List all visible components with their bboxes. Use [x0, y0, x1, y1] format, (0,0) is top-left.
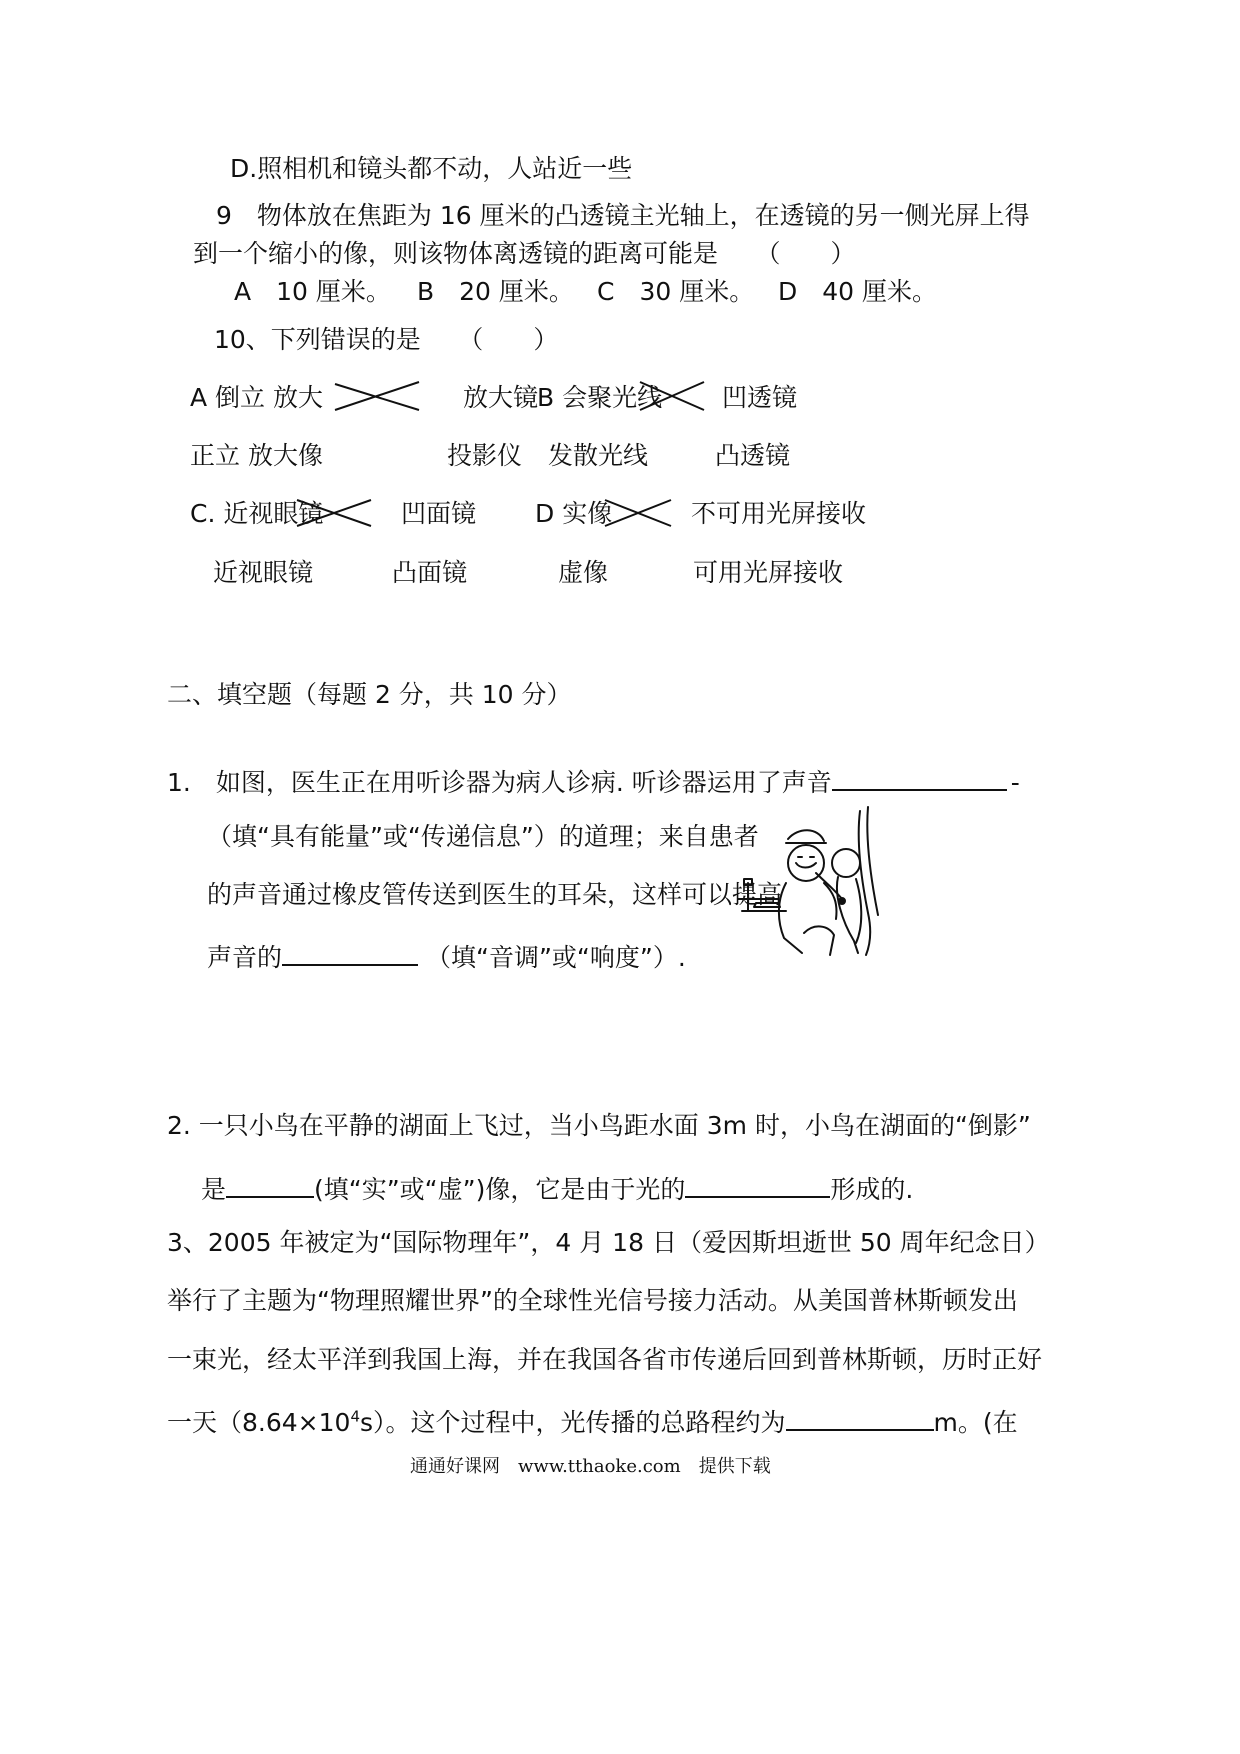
fill2-blank1[interactable]	[226, 1172, 314, 1198]
fill1-line4	[207, 940, 686, 970]
q10-c-right-bottom: 凸面镜	[392, 558, 468, 587]
fill2-line2-post: 形成的.	[830, 1175, 914, 1204]
q10-a-left-top: A 倒立 放大	[190, 383, 323, 412]
q10-a-left-bottom: 正立 放大像	[190, 441, 323, 470]
q10-b-left-top: B 会聚光线	[537, 383, 663, 412]
q10-c-left-top: C. 近视眼镜	[190, 499, 324, 528]
fill2-line2-pre: 是	[201, 1175, 227, 1204]
q10-c-cross	[295, 496, 375, 530]
fill2-blank2[interactable]	[685, 1172, 830, 1198]
page-footer: 通通好课网 www.tthaoke.com 提供下载	[410, 1456, 771, 1477]
q10-d-right-top: 不可用光屏接收	[691, 499, 867, 528]
fill1-line1	[167, 765, 1020, 795]
fill2-line2-mid: (填“实”或“虚”)像，它是由于光的	[314, 1175, 686, 1204]
q10-d-left-top: D 实像	[535, 499, 613, 528]
section2-title: 二、填空题（每题 2 分，共 10 分）	[167, 680, 572, 709]
fill3-line4-mid: s）。这个过程中，光传播的总路程约为	[359, 1408, 786, 1437]
fill1-line4-post: （填“音调”或“响度”）.	[426, 943, 686, 972]
fill1-line1-tail: -	[1010, 768, 1020, 797]
q10-d-right-bottom: 可用光屏接收	[693, 558, 844, 587]
q9-option-d: D 40 厘米。	[778, 277, 938, 306]
q10-d-cross	[603, 496, 675, 530]
doctor-stethoscope-illustration	[738, 803, 888, 958]
q9-line2: 到一个缩小的像，则该物体离透镜的距离可能是 （ ）	[193, 239, 856, 268]
fill3-line1: 3、2005 年被定为“国际物理年”，4 月 18 日（爱因斯坦逝世 50 周年纪念日）	[167, 1228, 1050, 1257]
q10-b-left-bottom: 发散光线	[548, 441, 649, 470]
q9-option-c: C 30 厘米。	[597, 277, 755, 306]
q9-option-a: A 10 厘米。	[234, 277, 391, 306]
q10-a-right-top: 放大镜	[463, 383, 539, 412]
fill1-line1-text: 1. 如图，医生正在用听诊器为病人诊病. 听诊器运用了声音	[167, 768, 832, 797]
q8-option-d: D.照相机和镜头都不动，人站近一些	[230, 154, 633, 183]
fill1-line2: （填“具有能量”或“传递信息”）的道理；来自患者	[207, 822, 759, 851]
fill1-line3: 的声音通过橡皮管传送到医生的耳朵，这样可以提高	[207, 880, 783, 909]
fill3-line4-pre: 一天（8.64×10	[167, 1408, 351, 1437]
fill2-line2	[201, 1172, 913, 1202]
fill3-line4	[167, 1405, 1018, 1435]
q10-b-right-bottom: 凸透镜	[715, 441, 791, 470]
q10-stem: 10、下列错误的是 （ ）	[214, 325, 559, 354]
fill1-blank2[interactable]	[282, 940, 418, 966]
fill3-line4-post: m。(在	[933, 1408, 1018, 1437]
q10-a-cross	[333, 378, 423, 414]
q10-c-right-top: 凹面镜	[401, 499, 477, 528]
q10-c-left-bottom: 近视眼镜	[213, 558, 314, 587]
q10-d-left-bottom: 虚像	[558, 558, 609, 587]
q10-b-right-top: 凹透镜	[722, 383, 798, 412]
q9-option-b: B 20 厘米。	[417, 277, 574, 306]
fill1-line4-pre: 声音的	[207, 943, 283, 972]
q10-a-right-bottom: 投影仪	[447, 441, 523, 470]
fill2-line1: 2. 一只小鸟在平静的湖面上飞过，当小鸟距水面 3m 时，小鸟在湖面的“倒影”	[167, 1111, 1031, 1140]
q10-b-cross	[638, 378, 708, 414]
q9-line1: 9 物体放在焦距为 16 厘米的凸透镜主光轴上，在透镜的另一侧光屏上得	[216, 201, 1030, 230]
fill3-exponent: 4	[350, 1407, 360, 1426]
fill3-blank1[interactable]	[786, 1405, 934, 1431]
fill3-line2: 举行了主题为“物理照耀世界”的全球性光信号接力活动。从美国普林斯顿发出	[167, 1286, 1018, 1315]
fill1-blank1[interactable]	[832, 765, 1007, 791]
fill3-line3: 一束光，经太平洋到我国上海，并在我国各省市传递后回到普林斯顿，历时正好	[167, 1345, 1043, 1374]
